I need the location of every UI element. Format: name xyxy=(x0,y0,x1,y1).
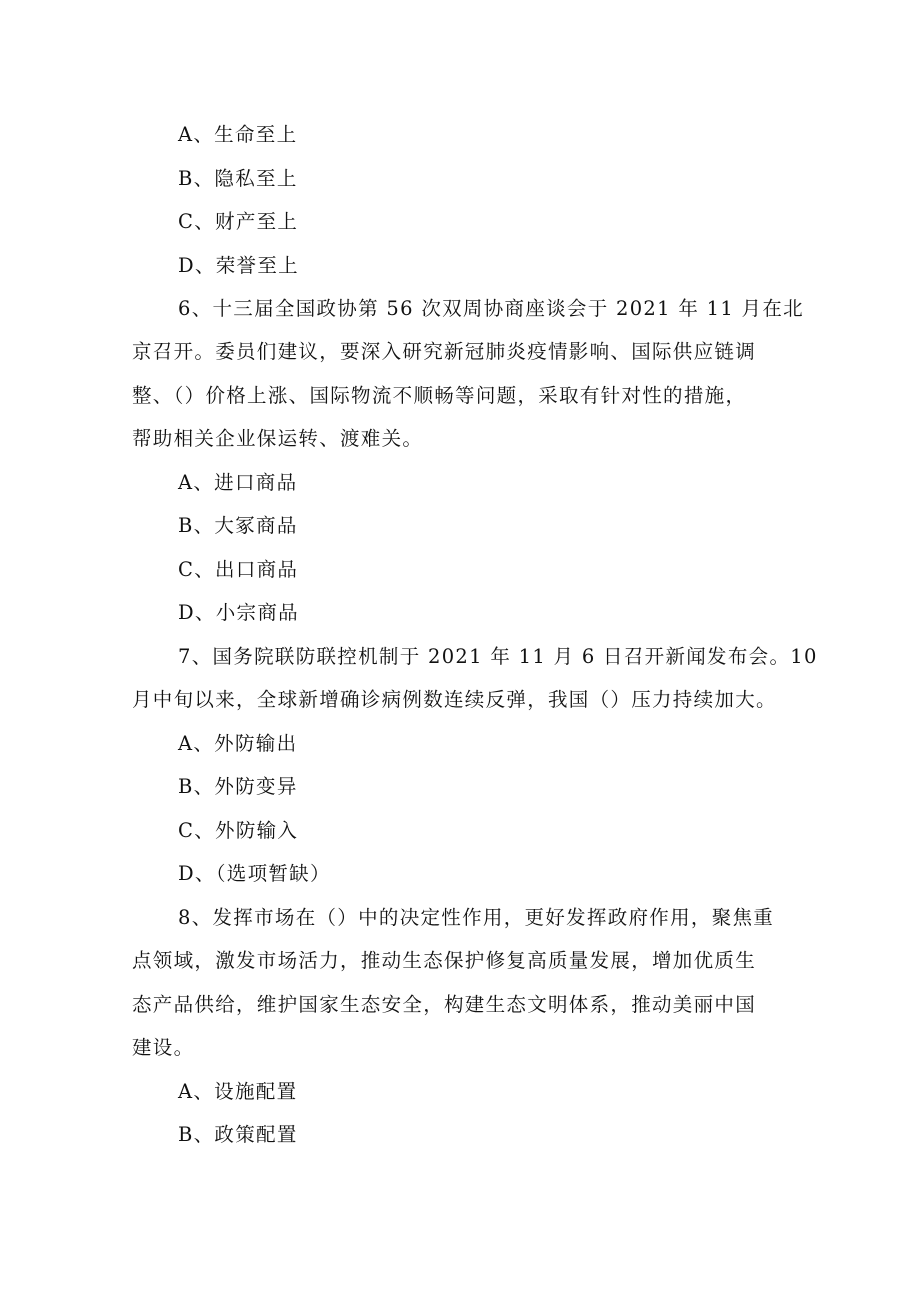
q7-option-d: D、（选项暂缺） xyxy=(178,862,331,885)
q6-text-line-1: 6、十三届全国政协第 56 次双周协商座谈会于 2021 年 11 月在北 xyxy=(178,297,804,320)
q7-text-line-2: 月中旬以来，全球新增确诊病例数连续反弹，我国（）压力持续加大。 xyxy=(132,688,777,711)
q8-option-a: A、设施配置 xyxy=(178,1080,298,1103)
q5-option-c: C、财产至上 xyxy=(178,210,299,233)
q6-text-line-4: 帮助相关企业保运转、渡难关。 xyxy=(132,427,424,450)
q8-option-b: B、政策配置 xyxy=(178,1123,298,1146)
q5-option-a: A、生命至上 xyxy=(178,123,298,146)
q8-text-line-1: 8、发挥市场在（）中的决定性作用，更好发挥政府作用，聚焦重 xyxy=(178,906,775,929)
q6-option-c: C、出口商品 xyxy=(178,558,299,581)
q6-option-b: B、大冢商品 xyxy=(178,514,298,537)
q5-option-d: D、荣誉至上 xyxy=(178,254,299,277)
q7-option-a: A、外防输出 xyxy=(178,732,298,755)
q8-text-line-4: 建设。 xyxy=(132,1036,195,1059)
q7-option-b: B、外防变异 xyxy=(178,775,298,798)
q6-option-a: A、进口商品 xyxy=(178,471,298,494)
q6-option-d: D、小宗商品 xyxy=(178,601,299,624)
q6-text-line-3: 整、（）价格上涨、国际物流不顺畅等问题，采取有针对性的措施， xyxy=(132,384,747,407)
q7-option-c: C、外防输入 xyxy=(178,819,299,842)
q8-text-line-3: 态产品供给，维护国家生态安全，构建生态文明体系，推动美丽中国 xyxy=(132,993,757,1016)
q5-option-b: B、隐私至上 xyxy=(178,167,298,190)
q6-text-line-2: 京召开。委员们建议，要深入研究新冠肺炎疫情影响、国际供应链调 xyxy=(132,340,757,363)
q7-text-line-1: 7、国务院联防联控机制于 2021 年 11 月 6 日召开新闻发布会。10 xyxy=(178,645,818,668)
q8-text-line-2: 点领域，激发市场活力，推动生态保护修复高质量发展，增加优质生 xyxy=(132,949,757,972)
